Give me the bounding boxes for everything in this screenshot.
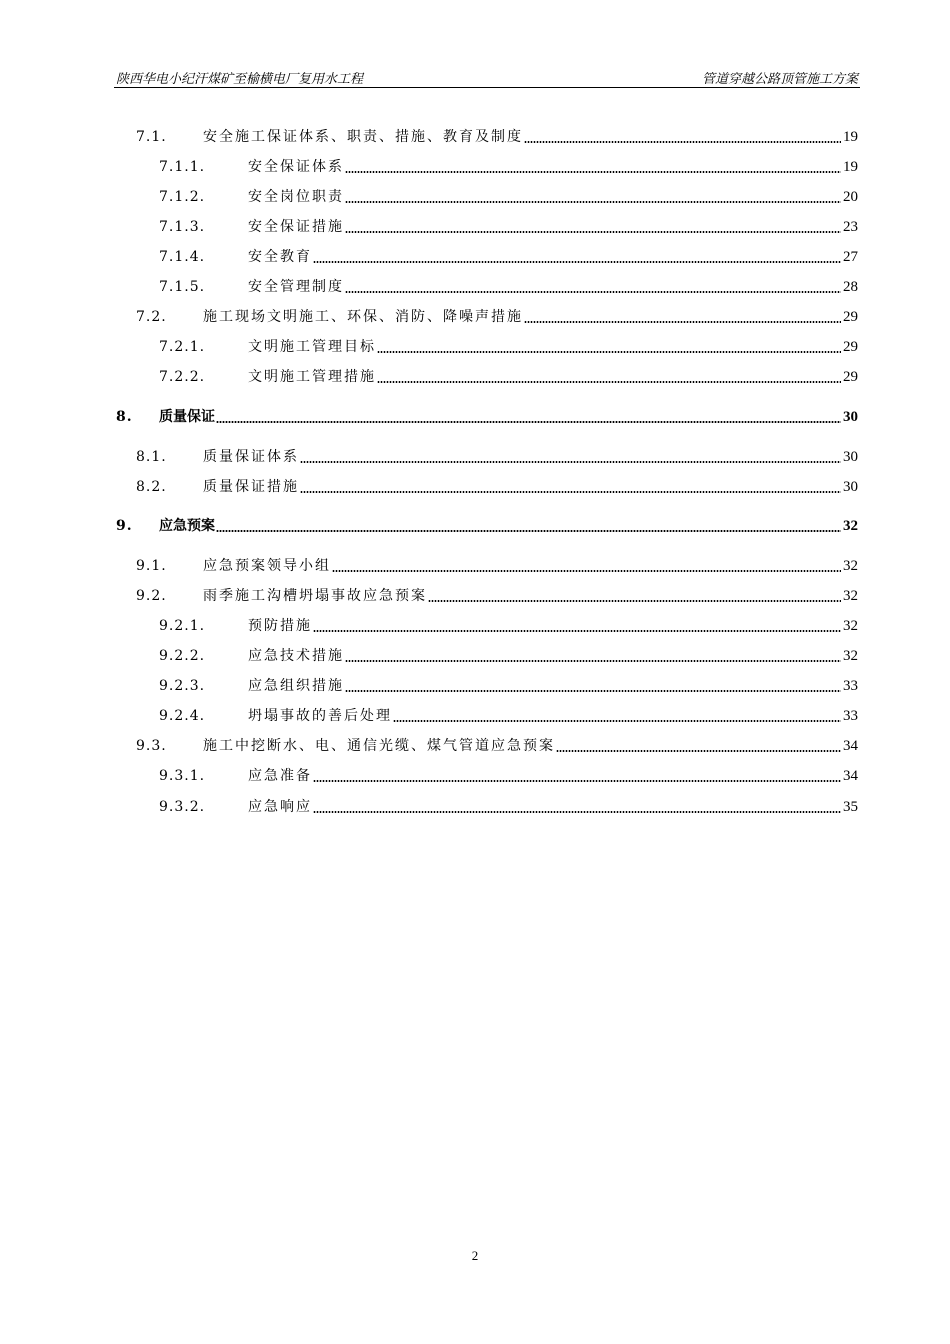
toc-entry-number: 9.2.1. <box>159 618 206 634</box>
toc-entry[interactable] <box>0 156 950 178</box>
toc-entry-page: 32 <box>843 648 858 664</box>
toc-entry-title: 应急响应 <box>248 799 312 815</box>
toc-entry[interactable] <box>0 276 950 298</box>
toc-dot-leader <box>524 141 841 143</box>
toc-entry[interactable] <box>0 126 950 148</box>
toc-entry-title: 应急组织措施 <box>248 678 344 694</box>
toc-entry[interactable] <box>0 306 950 328</box>
toc-entry-page: 30 <box>843 449 858 465</box>
header-project-name: 陕西华电小纪汗煤矿至榆横电厂复用水工程 <box>116 72 364 87</box>
toc-entry-number: 9.2.2. <box>159 648 206 664</box>
toc-entry-page: 32 <box>843 518 858 534</box>
toc-entry-page: 28 <box>843 279 858 295</box>
toc-entry-title: 安全教育 <box>248 249 312 265</box>
toc-entry[interactable] <box>0 645 950 667</box>
toc-dot-leader <box>300 461 841 463</box>
toc-entry[interactable] <box>0 796 950 818</box>
toc-entry-title: 安全管理制度 <box>248 279 344 295</box>
toc-entry[interactable] <box>0 765 950 787</box>
toc-entry-title: 雨季施工沟槽坍塌事故应急预案 <box>203 588 427 604</box>
toc-entry-page: 29 <box>843 369 858 385</box>
toc-entry-title: 安全施工保证体系、职责、措施、教育及制度 <box>203 129 523 145</box>
toc-entry-page: 20 <box>843 189 858 205</box>
toc-entry-title: 施工现场文明施工、环保、消防、降噪声措施 <box>203 309 523 325</box>
toc-entry-title: 文明施工管理目标 <box>248 339 376 355</box>
toc-entry-page: 32 <box>843 588 858 604</box>
toc-dot-leader <box>524 321 841 323</box>
toc-entry-number: 7.2.1. <box>159 339 206 355</box>
toc-entry-title: 应急预案 <box>159 518 215 534</box>
toc-entry[interactable] <box>0 186 950 208</box>
toc-dot-leader <box>332 570 841 572</box>
toc-entry[interactable] <box>0 476 950 498</box>
toc-entry-number: 7.1.4. <box>159 249 206 265</box>
toc-entry-title: 文明施工管理措施 <box>248 369 376 385</box>
toc-entry-page: 33 <box>843 708 858 724</box>
toc-dot-leader <box>313 811 841 813</box>
toc-entry-number: 7.2. <box>136 309 167 325</box>
toc-entry-page: 23 <box>843 219 858 235</box>
toc-entry-number: 7.1.2. <box>159 189 206 205</box>
toc-entry-page: 32 <box>843 618 858 634</box>
toc-entry-number: 9. <box>116 518 133 534</box>
page-number: 2 <box>471 1248 479 1263</box>
toc-entry[interactable] <box>0 216 950 238</box>
toc-entry-page: 33 <box>843 678 858 694</box>
header-document-title: 管道穿越公路顶管施工方案 <box>701 72 858 87</box>
toc-entry[interactable] <box>0 585 950 607</box>
toc-entry-title: 坍塌事故的善后处理 <box>248 708 392 724</box>
toc-dot-leader <box>313 630 841 632</box>
toc-entry-number: 7.1.1. <box>159 159 206 175</box>
toc-entry-number: 7.2.2. <box>159 369 206 385</box>
toc-entry-title: 质量保证措施 <box>203 479 299 495</box>
toc-dot-leader <box>556 750 841 752</box>
toc-dot-leader <box>393 720 841 722</box>
toc-entry[interactable] <box>0 675 950 697</box>
toc-dot-leader <box>345 690 841 692</box>
toc-dot-leader <box>313 780 841 782</box>
toc-entry[interactable] <box>0 705 950 727</box>
toc-entry-number: 9.2.4. <box>159 708 206 724</box>
toc-entry-number: 8.2. <box>136 479 167 495</box>
toc-entry-number: 9.1. <box>136 558 167 574</box>
toc-entry-title: 应急技术措施 <box>248 648 344 664</box>
toc-entry-number: 8. <box>116 409 133 425</box>
toc-entry-title: 应急准备 <box>248 768 312 784</box>
toc-dot-leader <box>377 381 841 383</box>
toc-dot-leader <box>345 201 841 203</box>
toc-dot-leader <box>345 231 841 233</box>
toc-entry[interactable] <box>0 336 950 358</box>
toc-entry-number: 9.3.2. <box>159 799 206 815</box>
toc-entry-title: 安全岗位职责 <box>248 189 344 205</box>
toc-dot-leader <box>216 530 841 532</box>
toc-entry-title: 安全保证措施 <box>248 219 344 235</box>
toc-entry-page: 30 <box>843 479 858 495</box>
toc-entry[interactable] <box>0 555 950 577</box>
toc-entry[interactable] <box>0 366 950 388</box>
toc-entry-number: 7.1.3. <box>159 219 206 235</box>
toc-dot-leader <box>377 351 841 353</box>
toc-entry-page: 19 <box>843 129 858 145</box>
toc-entry-page: 35 <box>843 799 858 815</box>
toc-entry-number: 7.1. <box>136 129 167 145</box>
toc-entry-number: 9.3. <box>136 738 167 754</box>
toc-entry-title: 预防措施 <box>248 618 312 634</box>
toc-entry-title: 安全保证体系 <box>248 159 344 175</box>
toc-entry-title: 质量保证 <box>159 409 215 425</box>
toc-entry-page: 29 <box>843 339 858 355</box>
toc-entry-number: 7.1.5. <box>159 279 206 295</box>
toc-entry-title: 质量保证体系 <box>203 449 299 465</box>
toc-entry-number: 9.3.1. <box>159 768 206 784</box>
toc-dot-leader <box>216 421 841 423</box>
toc-entry-page: 27 <box>843 249 858 265</box>
toc-entry[interactable] <box>0 406 950 428</box>
toc-entry[interactable] <box>0 446 950 468</box>
toc-entry[interactable] <box>0 615 950 637</box>
toc-dot-leader <box>428 600 841 602</box>
page-header <box>114 67 860 88</box>
toc-entry-page: 30 <box>843 409 858 425</box>
toc-entry-title: 应急预案领导小组 <box>203 558 331 574</box>
toc-entry[interactable] <box>0 515 950 537</box>
toc-dot-leader <box>345 291 841 293</box>
toc-entry-number: 9.2.3. <box>159 678 206 694</box>
toc-entry-page: 34 <box>843 768 858 784</box>
toc-entry[interactable] <box>0 246 950 268</box>
toc-entry-page: 34 <box>843 738 858 754</box>
toc-dot-leader <box>300 491 841 493</box>
toc-dot-leader <box>345 171 841 173</box>
toc-entry-title: 施工中挖断水、电、通信光缆、煤气管道应急预案 <box>203 738 555 754</box>
toc-entry-number: 8.1. <box>136 449 167 465</box>
toc-entry-page: 29 <box>843 309 858 325</box>
toc-entry-page: 19 <box>843 159 858 175</box>
toc-entry[interactable] <box>0 735 950 757</box>
toc-entry-page: 32 <box>843 558 858 574</box>
toc-dot-leader <box>345 660 841 662</box>
toc-entry-number: 9.2. <box>136 588 167 604</box>
toc-dot-leader <box>313 261 841 263</box>
